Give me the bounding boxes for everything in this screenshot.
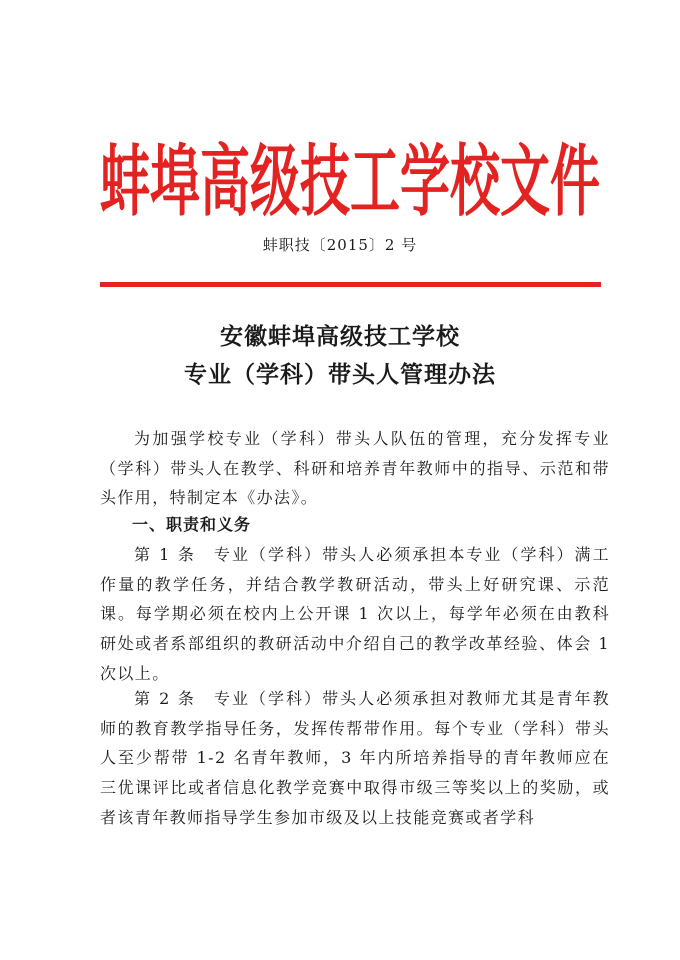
- intro-paragraph: 为加强学校专业（学科）带头人队伍的管理，充分发挥专业（学科）带头人在教学、科研和培养青年教师中的指导、示范和带头作用，特制定本《办法》。: [100, 429, 610, 508]
- document-title-line-2: 专业（学科）带头人管理办法: [184, 361, 496, 388]
- header-title: 蚌埠高级技工学校文件: [100, 135, 600, 227]
- document-title-line-1: 安徽蚌埠高级技工学校: [220, 323, 460, 350]
- red-divider-line: [100, 282, 601, 287]
- article-2-paragraph: 第 2 条 专业（学科）带头人必须承担对教师尤其是青年教师的教育教学指导任务，发挥传帮带作用。每个专业（学科）带头人至少帮带 1-2 名青年教师，3 年内所培养指导的青年教师应在三优课评比或者信息化教学竞赛中取得市级三等奖以上的奖励，或者该青年教师指导学生参加市级及以上技能竞赛或者学科: [100, 689, 610, 827]
- section-1-heading: 一、职责和义务: [132, 515, 252, 534]
- document-number: 蚌职技〔2015〕2 号: [262, 236, 418, 254]
- article-1-paragraph: 第 1 条 专业（学科）带头人必须承担本专业（学科）满工作量的教学任务，并结合教学教研活动，带头上好研究课、示范课。每学期必须在校内上公开课 1 次以上，每学年必须在由教科研处或者系部组织的教研活动中介绍自己的教学改革经验、体会 1 次以上。: [100, 545, 610, 683]
